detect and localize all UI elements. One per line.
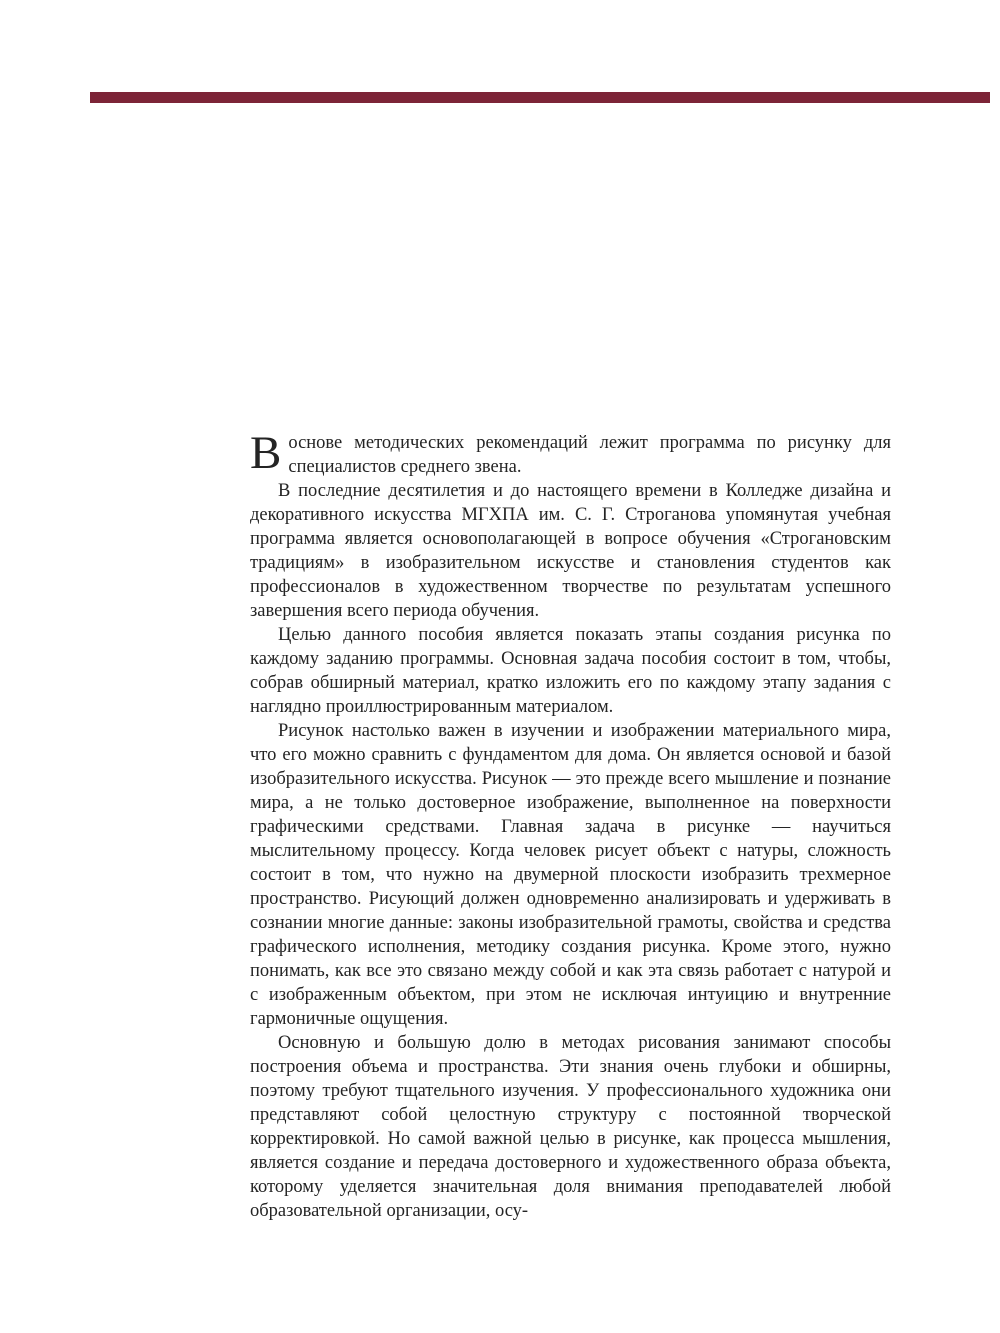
paragraph: Рисунок настолько важен в изучении и изображении материального мира, что его можно сравнить с фундаментом для дома. Он является основой и базой изобразительного искусства. Рисунок — это прежде всего мышление и познание мира, а не только достоверное изображение, выполненное на поверхности графическими средствами. Главная задача в рисунке — научиться мыслительному процессу. Когда человек рисует объект с натуры, сложность состоит в том, что нужно на двумерной плоскости изобразить трехмерное пространство. Рисующий должен одновременно анализировать и удерживать в сознании многие данные: законы изобразительной грамоты, свойства и средства графического исполнения, методику создания рисунка. Кроме этого, нужно понимать, как все это связано между собой и как эта связь работает с натурой и с изображенным объектом, при этом не исключая интуицию и внутренние гармоничные ощущения. <box>250 721 891 1029</box>
paragraph: В последние десятилетия и до настоящего времени в Колледже дизайна и декоративного искусства МГХПА им. С. Г. Строганова упомянутая учебная программа является основополагающей в вопросе обучения «Строгановским традициям» в изобразительном искусстве и становления студентов как профессионалов в художественном творчестве по результатам успешного завершения всего периода обучения. <box>250 481 891 621</box>
top-rule <box>90 92 990 103</box>
dropcap-letter: В <box>250 427 282 479</box>
paragraph: Целью данного пособия является показать этапы создания рисунка по каждому заданию программы. Основная задача пособия состоит в том, чтобы, собрав обширный материал, кратко изложить его по каждому этапу задания с наглядно проиллюстрированным материалом. <box>250 625 891 717</box>
text-column <box>250 427 891 1223</box>
paragraph-text: основе методических рекомендаций лежит программа по рисунку для специалистов среднего звена. <box>288 433 891 477</box>
paragraph-intro <box>250 427 891 479</box>
paragraph: Основную и большую долю в методах рисования занимают способы построения объема и пространства. Эти знания очень глубоки и обширны, поэтому требуют тщательного изучения. У профессионального художника они представляют собой целостную структуру с постоянной творческой корректировкой. Но самой важной целью в рисунке, как процесса мышления, является создание и передача достоверного и художественного образа объекта, которому уделяется значительная доля внимания преподавателей любой образовательной организации, осу- <box>250 1033 891 1221</box>
